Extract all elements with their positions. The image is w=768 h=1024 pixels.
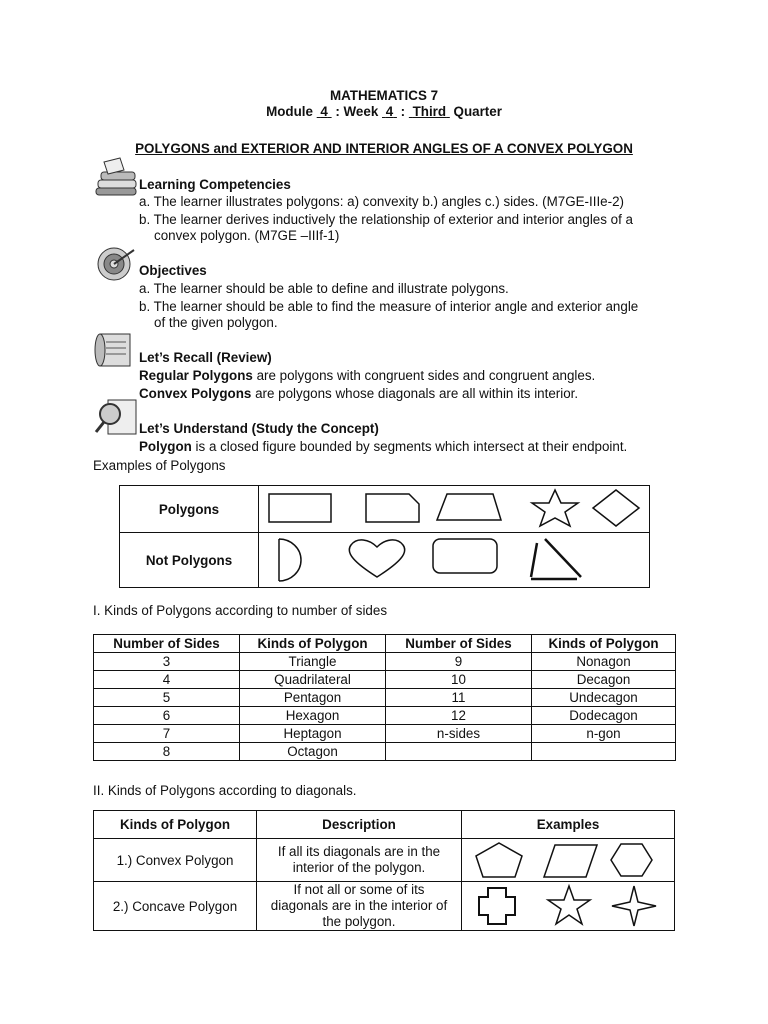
heart-shape bbox=[349, 540, 404, 577]
examples-label: Examples of Polygons bbox=[93, 458, 226, 473]
rectangle-shape bbox=[269, 494, 331, 522]
table-row bbox=[94, 743, 676, 761]
pentagon-shape bbox=[476, 843, 522, 877]
competencies-heading: Learning Competencies bbox=[139, 177, 291, 192]
table-cell: Quadrilateral bbox=[240, 671, 386, 689]
quarter-value: Third bbox=[412, 104, 447, 119]
module-line bbox=[0, 104, 768, 120]
recall-line2: Convex Polygons are polygons whose diagonals are all within its interior. bbox=[139, 386, 579, 401]
convex-description: If all its diagonals are in the interior of the polygon. bbox=[257, 839, 462, 882]
not-polygons-label: Not Polygons bbox=[120, 533, 259, 588]
table-cell: Hexagon bbox=[240, 707, 386, 725]
table-cell: 6 bbox=[94, 707, 240, 725]
hexagon-shape bbox=[611, 844, 652, 876]
table-cell: Nonagon bbox=[532, 653, 676, 671]
table-row bbox=[94, 725, 676, 743]
polygon-shapes bbox=[259, 486, 650, 533]
understand-heading: Let’s Understand (Study the Concept) bbox=[139, 421, 379, 436]
concave-examples bbox=[462, 882, 675, 931]
polygons-label: Polygons bbox=[120, 486, 259, 533]
kinds-header: Kinds of Polygon bbox=[94, 811, 257, 839]
rounded-rectangle-shape bbox=[433, 539, 497, 573]
quarter-label: Quarter bbox=[453, 104, 502, 119]
table-row bbox=[94, 689, 676, 707]
table-cell: 3 bbox=[94, 653, 240, 671]
table-cell: 10 bbox=[386, 671, 532, 689]
table-cell: 9 bbox=[386, 653, 532, 671]
section2-heading: II. Kinds of Polygons according to diagonals. bbox=[93, 783, 357, 798]
sides-col1-header: Number of Sides bbox=[94, 635, 240, 653]
table-cell: Heptagon bbox=[240, 725, 386, 743]
recall-line1: Regular Polygons are polygons with congruent sides and congruent angles. bbox=[139, 368, 596, 383]
objective-b-line1: b. The learner should be able to find the measure of interior angle and exterior angle bbox=[139, 299, 639, 314]
scroll-icon bbox=[92, 328, 138, 372]
objective-b-line2: of the given polygon. bbox=[154, 315, 278, 330]
star-shape bbox=[532, 490, 578, 526]
table-cell: Pentagon bbox=[240, 689, 386, 707]
table-row bbox=[94, 653, 676, 671]
table-cell: 11 bbox=[386, 689, 532, 707]
concave-polygon-name: 2.) Concave Polygon bbox=[94, 882, 257, 931]
table-row bbox=[94, 707, 676, 725]
concave-description: If not all or some of its diagonals are in the interior of the polygon. bbox=[257, 882, 462, 931]
table-cell: 8 bbox=[94, 743, 240, 761]
competency-b-line1: b. The learner derives inductively the relationship of exterior and interior angles of a bbox=[139, 212, 633, 227]
convex-examples bbox=[462, 839, 675, 882]
section1-heading: I. Kinds of Polygons according to number of sides bbox=[93, 603, 388, 618]
cut-corner-rectangle-shape bbox=[366, 494, 419, 522]
table-cell: Triangle bbox=[240, 653, 386, 671]
diagonals-table bbox=[93, 810, 675, 931]
polygon-definition: Polygon is a closed figure bounded by segments which intersect at their endpoint. bbox=[139, 439, 628, 454]
magnifier-icon bbox=[94, 396, 140, 438]
table-cell bbox=[532, 743, 676, 761]
not-polygon-shapes bbox=[259, 533, 650, 588]
table-cell: Decagon bbox=[532, 671, 676, 689]
open-triangle-shape bbox=[531, 539, 581, 579]
kinds-col1-header: Kinds of Polygon bbox=[240, 635, 386, 653]
cross-shape bbox=[479, 888, 515, 924]
trapezoid-shape bbox=[437, 494, 501, 520]
kinds-col2-header: Kinds of Polygon bbox=[532, 635, 676, 653]
table-cell: Dodecagon bbox=[532, 707, 676, 725]
recall-heading: Let’s Recall (Review) bbox=[139, 350, 272, 365]
examples-table bbox=[119, 485, 650, 588]
module-number: 4 bbox=[320, 104, 328, 119]
table-cell: Octagon bbox=[240, 743, 386, 761]
table-cell bbox=[386, 743, 532, 761]
four-point-star-shape bbox=[612, 886, 656, 926]
table-row bbox=[94, 671, 676, 689]
week-number: 4 bbox=[385, 104, 394, 119]
table-cell: n-gon bbox=[532, 725, 676, 743]
examples-header: Examples bbox=[462, 811, 675, 839]
topic-title: POLYGONS and EXTERIOR AND INTERIOR ANGLES OF A CONVEX POLYGON bbox=[135, 141, 633, 156]
week-label: : Week bbox=[335, 104, 379, 119]
table-cell: n-sides bbox=[386, 725, 532, 743]
target-icon bbox=[94, 244, 140, 282]
colon-sep: : bbox=[400, 104, 406, 119]
sides-col2-header: Number of Sides bbox=[386, 635, 532, 653]
table-cell: 7 bbox=[94, 725, 240, 743]
table-cell: 12 bbox=[386, 707, 532, 725]
objectives-heading: Objectives bbox=[139, 263, 207, 278]
sides-table bbox=[93, 634, 676, 761]
books-icon bbox=[94, 156, 140, 198]
objective-a: a. The learner should be able to define and illustrate polygons. bbox=[139, 281, 509, 296]
concave-star-shape bbox=[548, 886, 590, 924]
document-title: MATHEMATICS 7 bbox=[329, 88, 439, 103]
competency-a: a. The learner illustrates polygons: a) convexity b.) angles c.) sides. (M7GE-IIIe-2) bbox=[139, 194, 624, 209]
description-header: Description bbox=[257, 811, 462, 839]
half-circle-shape bbox=[279, 539, 301, 581]
parallelogram-shape bbox=[544, 845, 597, 877]
table-cell: 4 bbox=[94, 671, 240, 689]
table-cell: 5 bbox=[94, 689, 240, 707]
table-cell: Undecagon bbox=[532, 689, 676, 707]
competency-b-line2: convex polygon. (M7GE –IIIf-1) bbox=[154, 228, 340, 243]
convex-polygon-name: 1.) Convex Polygon bbox=[94, 839, 257, 882]
diamond-shape bbox=[593, 490, 639, 526]
module-label: Module bbox=[266, 104, 313, 119]
